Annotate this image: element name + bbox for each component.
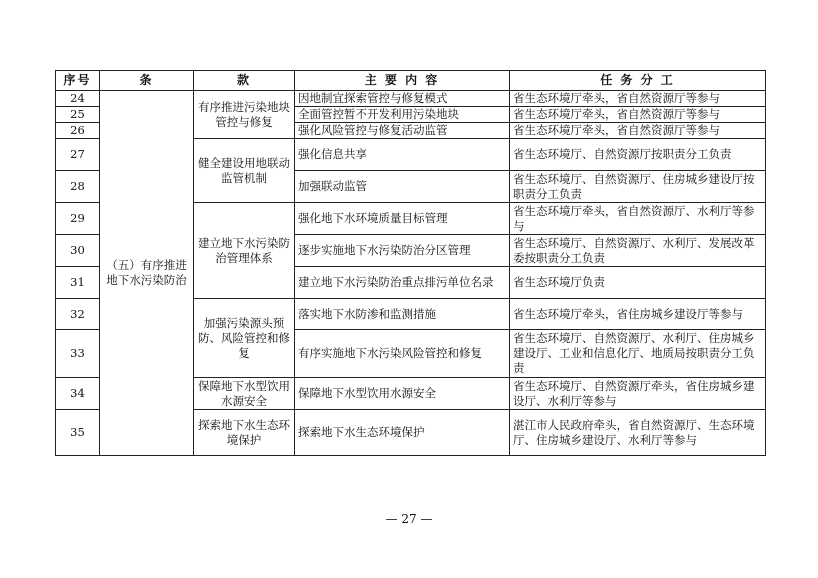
row-content: 强化信息共享 (295, 139, 510, 171)
row-number: 34 (56, 378, 100, 410)
item-label: 建立地下水污染防治管理体系 (194, 203, 295, 299)
table-row (56, 91, 766, 107)
row-number: 28 (56, 171, 100, 203)
item-label: 健全建设用地联动监管机制 (194, 139, 295, 203)
row-task: 省生态环境厅牵头，省自然资源厅、水利厅等参与 (510, 203, 766, 235)
row-task: 省生态环境厅牵头，省住房城乡建设厅等参与 (510, 299, 766, 330)
header-clause: 款 (194, 71, 295, 91)
row-number: 27 (56, 139, 100, 171)
row-task: 省生态环境厅牵头，省自然资源厅等参与 (510, 91, 766, 107)
row-number: 31 (56, 267, 100, 299)
row-number: 26 (56, 123, 100, 139)
page-number: — 27 — (385, 512, 433, 526)
row-content: 建立地下水污染防治重点排污单位名录 (295, 267, 510, 299)
item-label: 加强污染源头预防、风险管控和修复 (194, 299, 295, 378)
row-number: 29 (56, 203, 100, 235)
task-table (55, 70, 766, 456)
row-content: 因地制宜探索管控与修复模式 (295, 91, 510, 107)
row-task: 省生态环境厅、自然资源厅、水利厅、发展改革委按职责分工负责 (510, 235, 766, 267)
row-task: 省生态环境厅、自然资源厅按职责分工负责 (510, 139, 766, 171)
row-task: 湛江市人民政府牵头，省自然资源厅、生态环境厅、住房城乡建设厅、水利厅等参与 (510, 410, 766, 456)
table-header-row (56, 71, 766, 91)
row-number: 35 (56, 410, 100, 456)
row-content: 强化风险管控与修复活动监管 (295, 123, 510, 139)
item-label: 有序推进污染地块管控与修复 (194, 91, 295, 139)
item-label: 探索地下水生态环境保护 (194, 410, 295, 456)
row-content: 加强联动监管 (295, 171, 510, 203)
row-number: 24 (56, 91, 100, 107)
row-content: 强化地下水环境质量目标管理 (295, 203, 510, 235)
row-content: 有序实施地下水污染风险管控和修复 (295, 330, 510, 378)
row-task: 省生态环境厅牵头，省自然资源厅等参与 (510, 107, 766, 123)
row-content: 逐步实施地下水污染防治分区管理 (295, 235, 510, 267)
row-task: 省生态环境厅、自然资源厅、水利厅、住房城乡建设厅、工业和信息化厅、地质局按职责分工负责 (510, 330, 766, 378)
row-task: 省生态环境厅负责 (510, 267, 766, 299)
row-task: 省生态环境厅、自然资源厅、住房城乡建设厅按职责分工负责 (510, 171, 766, 203)
row-content: 落实地下水防渗和监测措施 (295, 299, 510, 330)
header-task: 任 务 分 工 (510, 71, 766, 91)
row-task: 省生态环境厅、自然资源厅牵头，省住房城乡建设厅、水利厅等参与 (510, 378, 766, 410)
row-number: 33 (56, 330, 100, 378)
section-label: （五）有序推进地下水污染防治 (100, 91, 194, 456)
header-article: 条 (100, 71, 194, 91)
row-content: 探索地下水生态环境保护 (295, 410, 510, 456)
row-number: 30 (56, 235, 100, 267)
row-task: 省生态环境厅牵头，省自然资源厅等参与 (510, 123, 766, 139)
row-content: 保障地下水型饮用水源安全 (295, 378, 510, 410)
item-label: 保障地下水型饮用水源安全 (194, 378, 295, 410)
row-number: 32 (56, 299, 100, 330)
row-number: 25 (56, 107, 100, 123)
header-number: 序号 (56, 71, 100, 91)
header-content: 主 要 内 容 (295, 71, 510, 91)
row-content: 全面管控暂不开发利用污染地块 (295, 107, 510, 123)
